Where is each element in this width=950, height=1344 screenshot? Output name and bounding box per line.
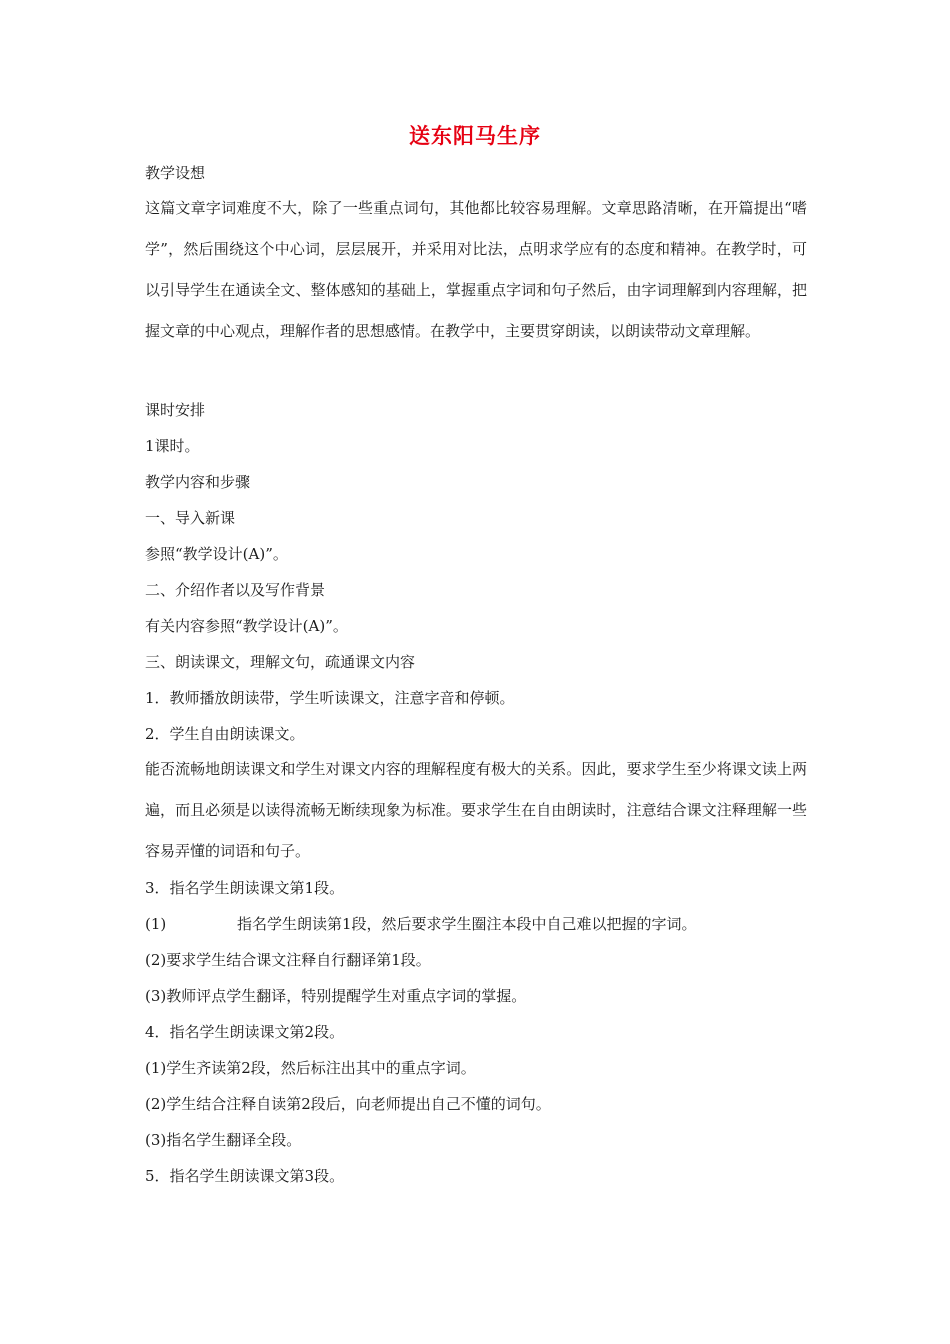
document-title: 送东阳马生序 [409, 124, 541, 148]
item-5: 5．指名学生朗读课文第3段。 [145, 1167, 345, 1185]
item-3-1-number: (1) [145, 915, 167, 933]
item-3: 3．指名学生朗读课文第1段。 [145, 879, 345, 897]
item-4-1: (1)学生齐读第2段，然后标注出其中的重点字词。 [145, 1059, 476, 1077]
step3-title: 三、朗读课文，理解文句，疏通课文内容 [145, 653, 416, 671]
heading-content-steps: 教学内容和步骤 [145, 473, 251, 491]
item-4-3: (3)指名学生翻译全段。 [145, 1131, 302, 1149]
item-1: 1．教师播放朗读带，学生听读课文，注意字音和停顿。 [145, 689, 515, 707]
step2-title: 二、介绍作者以及写作背景 [145, 581, 326, 599]
item-3-1 [145, 914, 810, 934]
item-4: 4．指名学生朗读课文第2段。 [145, 1023, 345, 1041]
step1-title: 一、导入新课 [145, 509, 236, 527]
item-3-1-text: 指名学生朗读第1段，然后要求学生圈注本段中自己难以把握的字词。 [237, 915, 697, 933]
paragraph-teaching-idea: 这篇文章字词难度不大，除了一些重点词句，其他都比较容易理解。文章思路清晰，在开篇提出“嗜学”，然后围绕这个中心词，层层展开，并采用对比法，点明求学应有的态度和精神。在教学时，可以引导学生在通读全文、整体感知的基础上，掌握重点字词和句子然后，由字词理解到内容理解，把握文章的中心观点，理解作者的思想感情。在教学中，主要贯穿朗读，以朗读带动文章理解。 [145, 199, 807, 340]
item-4-2: (2)学生结合注释自读第2段后，向老师提出自己不懂的词句。 [145, 1095, 551, 1113]
item-3-2: (2)要求学生结合课文注释自行翻译第1段。 [145, 951, 431, 969]
item-3-3: (3)教师评点学生翻译，特别提醒学生对重点字词的掌握。 [145, 987, 527, 1005]
step2-text: 有关内容参照“教学设计(A)”。 [145, 617, 348, 635]
item-2: 2．学生自由朗读课文。 [145, 725, 305, 743]
step1-text: 参照“教学设计(A)”。 [145, 545, 288, 563]
paragraph-reading: 能否流畅地朗读课文和学生对课文内容的理解程度有极大的关系。因此，要求学生至少将课文读上两遍，而且必须是以读得流畅无断续现象为标准。要求学生在自由朗读时，注意结合课文注释理解一些容易弄懂的词语和句子。 [145, 760, 807, 860]
schedule-value: 1课时。 [145, 437, 200, 455]
heading-schedule: 课时安排 [145, 401, 206, 419]
heading-teaching-idea: 教学设想 [145, 164, 206, 182]
